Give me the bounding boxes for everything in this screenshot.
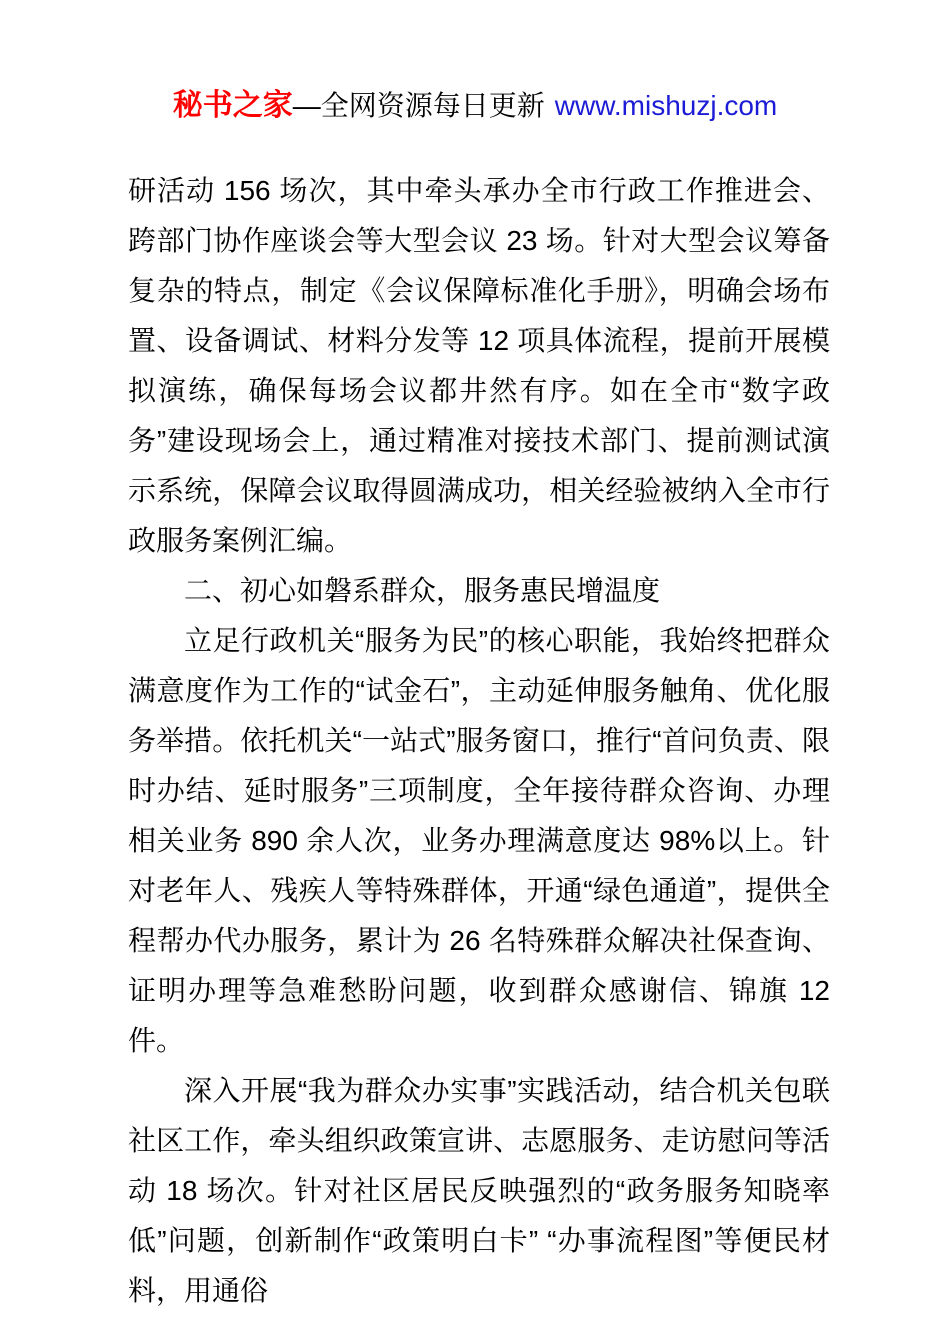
document-body <box>128 166 830 1316</box>
section-heading: 二、初心如磐系群众，服务惠民增温度 <box>184 575 661 606</box>
header-tagline: 全网资源每日更新 <box>320 90 545 121</box>
header-url: www.mishuzj.com <box>554 90 778 121</box>
site-name-text: 秘书之家 <box>172 89 293 122</box>
paragraph: 深入开展“我为群众办实事”实践活动，结合机关包联社区工作，牵头组织政策宣讲、志愿服务、走访慰问等活动 18 场次。针对社区居民反映强烈的“政务服务知晓率低”问题，创新制作“政策明白卡” “办事流程图”等便民材料，用通俗 <box>128 1075 830 1306</box>
paragraph-continuation: 研活动 156 场次，其中牵头承办全市行政工作推进会、跨部门协作座谈会等大型会议 23 场。针对大型会议筹备复杂的特点，制定《会议保障标准化手册》，明确会场布置、设备调试、材料分发等 12 项具体流程，提前开展模拟演练，确保每场会议都井然有序。如在全市“数字政务”建设现场会上，通过精准对接技术部门、提前测试演示系统，保障会议取得圆满成功，相关经验被纳入全市行政服务案例汇编。 <box>128 175 830 556</box>
header-separator: — <box>292 90 321 121</box>
page-header <box>0 86 950 126</box>
paragraph: 立足行政机关“服务为民”的核心职能，我始终把群众满意度作为工作的“试金石”，主动延伸服务触角、优化服务举措。依托机关“一站式”服务窗口，推行“首问负责、限时办结、延时服务”三项制度，全年接待群众咨询、办理相关业务 890 余人次，业务办理满意度达 98%以上。针对老年人、残疾人等特殊群体，开通“绿色通道”，提供全程帮办代办服务，累计为 26 名特殊群众解决社保查询、证明办理等急难愁盼问题，收到群众感谢信、锦旗 12 件。 <box>128 625 830 1056</box>
